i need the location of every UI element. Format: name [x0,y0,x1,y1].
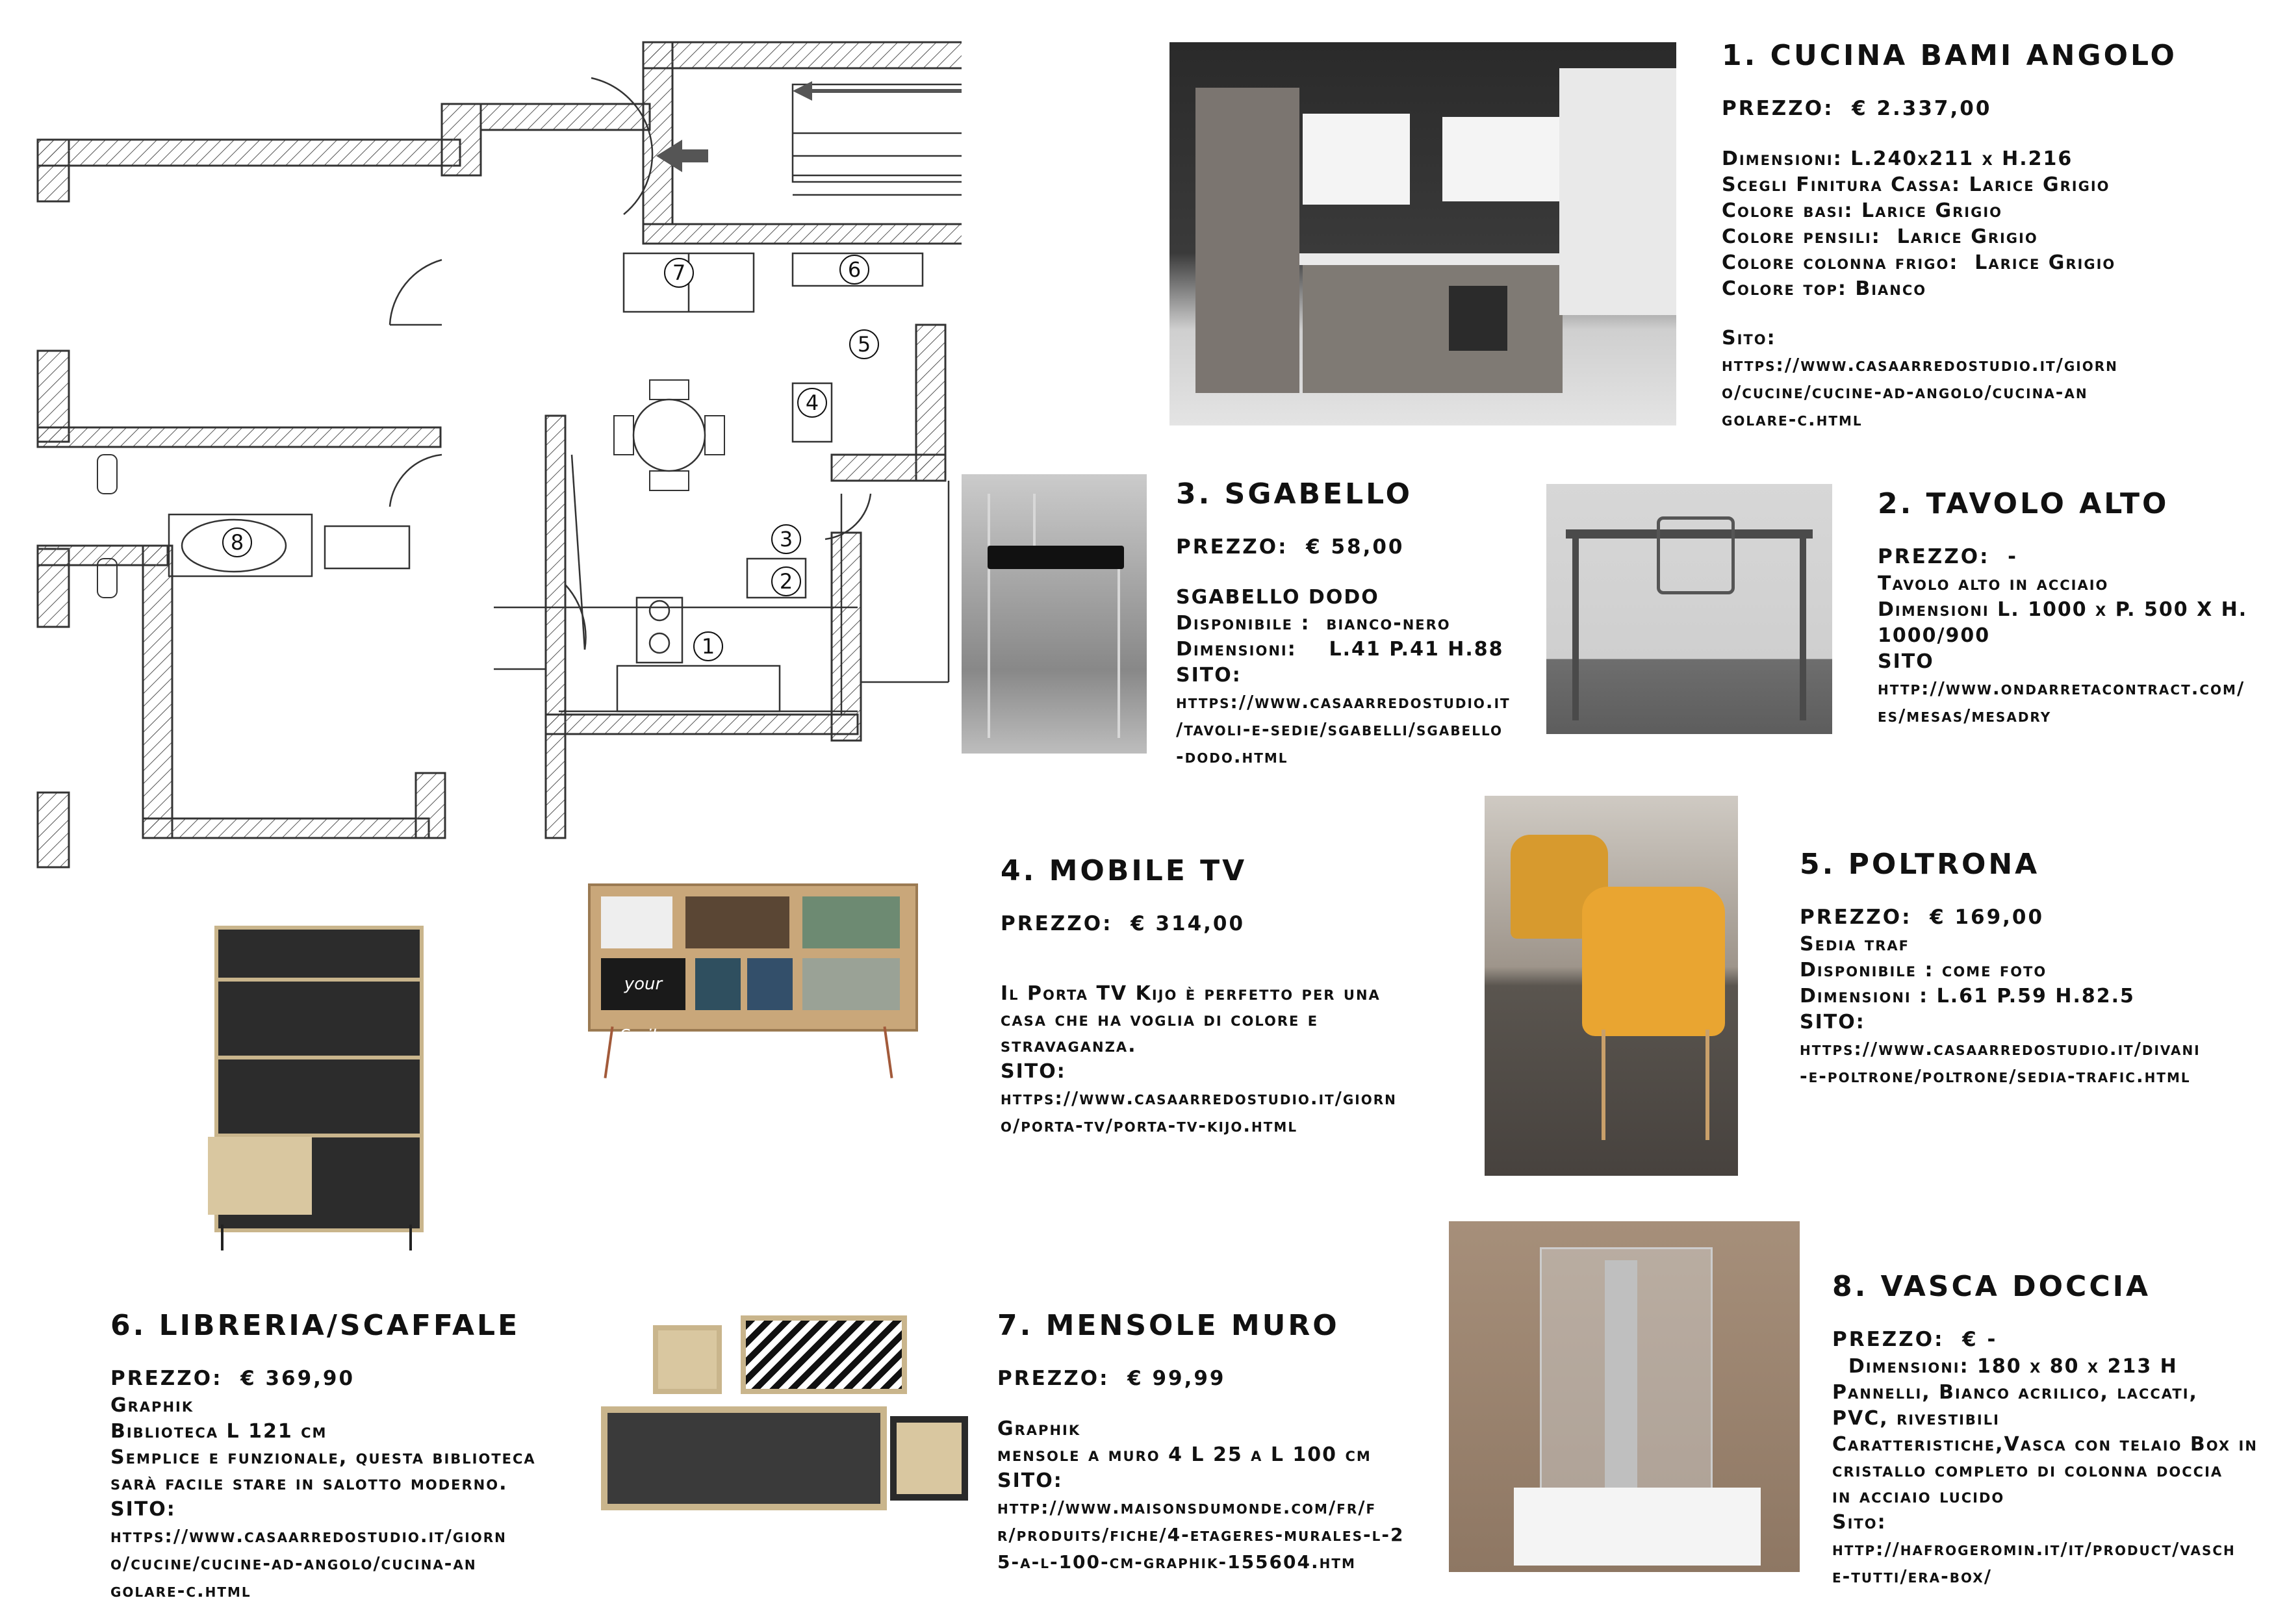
item-3-site-label: SITO: [1176,664,1242,687]
item-7-site-label: SITO: [997,1469,1063,1492]
item-5-detail: Disponibile : come foto [1800,959,2047,982]
item-2-title: 2. TAVOLO ALTO [1878,487,2169,520]
item-7-link[interactable]: http://www.maisonsdumonde.com/fr/f r/produits/fiche/4-etageres-murales-l-2 5-a-l-100-cm-graphik-155604.htm [997,1497,1405,1573]
item-8-detail: Caratteristiche,Vasca con telaio Box in [1832,1433,2258,1456]
item-6-detail: Graphik [110,1394,194,1417]
plan-marker-3 [772,525,800,553]
plan-marker-4 [798,388,826,417]
item-1-price: PREZZO: € 2.337,00 [1722,97,1992,120]
item-8-detail: Pannelli, Bianco acrilico, laccati, [1832,1381,2198,1404]
item-1-detail: Colore colonna frigo: Larice Grigio [1722,251,2116,274]
svg-text:7: 7 [672,260,686,285]
item-5-detail: Sedia traf [1800,933,1910,956]
item-2-detail: Tavolo alto in acciaio [1878,572,2109,595]
item-8-link[interactable]: http://hafrogeromin.it/it/product/vasch e-tutti/era-box/ [1832,1538,2236,1587]
item-1-link[interactable]: https://www.casaarredostudio.it/giorn o/cucine/cucine-ad-angolo/cucina-an golare-c.html [1722,354,2118,430]
item-7-title: 7. MENSOLE MURO [997,1309,1340,1342]
svg-text:6: 6 [847,257,862,282]
item-5-detail: Dimensioni : L.61 P.59 H.82.5 [1800,985,2135,1008]
item-8-site-label: Sito: [1832,1511,1887,1534]
tv-cabinet-photo [562,857,932,1163]
item-1-detail: Scegli Finitura Cassa: Larice Grigio [1722,173,2110,196]
item-2-site-label: SITO [1878,650,1934,673]
item-8-detail: in acciaio lucido [1832,1485,2005,1508]
item-6-detail: Biblioteca L 121 cm [110,1420,327,1443]
item-3-price: PREZZO: € 58,00 [1176,535,1405,559]
svg-text:4: 4 [805,390,819,415]
item-5-price: PREZZO: € 169,00 [1800,906,2045,929]
svg-text:8: 8 [230,530,244,555]
item-7-price: PREZZO: € 99,99 [997,1367,1226,1390]
wall-shelves-photo [591,1306,968,1514]
item-8-detail: Dimensioni: 180 x 80 x 213 H [1832,1355,2178,1378]
tv-cabinet-drawer-label: your Smile [601,958,685,1010]
item-2-info [1878,487,2255,730]
item-1-detail: Colore basi: Larice Grigio [1722,199,2003,222]
high-table-photo [1546,484,1832,734]
item-1-site-label: Sito: [1722,327,1776,349]
item-8-title: 8. VASCA DOCCIA [1832,1270,2151,1303]
plan-marker-2 [772,567,800,596]
item-6-link[interactable]: https://www.casaarredostudio.it/giorn o/cucine/cucine-ad-angolo/cucina-an golare-c.html [110,1525,507,1601]
item-7-detail: Graphik [997,1417,1081,1440]
item-3-info [1176,477,1540,770]
svg-text:3: 3 [779,527,793,552]
armchair-photo [1485,796,1738,1176]
item-6-site-label: SITO: [110,1498,176,1521]
item-4-link[interactable]: https://www.casaarredostudio.it/giorn o/porta-tv/porta-tv-kijo.html [1001,1087,1397,1136]
item-8-detail: cristallo completo di colonna doccia [1832,1459,2223,1482]
svg-text:5: 5 [857,332,871,357]
kitchen-photo [1169,42,1676,425]
item-4-title: 4. MOBILE TV [1001,854,1247,887]
item-4-detail: Il Porta TV Kijo è perfetto per una [1001,982,1381,1005]
item-1-info [1722,39,2242,433]
plan-marker-7 [665,259,693,287]
item-6-detail: Semplice e funzionale, questa biblioteca [110,1446,536,1469]
item-7-detail: mensole a muro 4 L 25 a L 100 cm [997,1443,1372,1466]
floor-plan [26,26,962,935]
item-2-detail: 1000/900 [1878,624,1991,647]
item-3-detail: Disponibile : bianco-nero [1176,612,1451,635]
item-2-link[interactable]: http://www.ondarretacontract.com/ es/mesas/mesadry [1878,678,2245,726]
item-3-detail: Dimensioni: L.41 P.41 H.88 [1176,638,1504,661]
item-5-link[interactable]: https://www.casaarredostudio.it/divani -e-poltrone/poltrone/sedia-trafic.html [1800,1038,2201,1087]
item-4-site-label: SITO: [1001,1060,1066,1083]
item-3-link[interactable]: https://www.casaarredostudio.it /tavoli-e-sedie/sgabelli/sgabello -dodo.html [1176,691,1511,767]
item-6-info [110,1309,565,1605]
item-3-title: 3. SGABELLO [1176,477,1413,511]
item-6-detail: sarà facile stare in salotto moderno. [110,1472,508,1495]
stool-photo [962,474,1147,754]
plan-marker-8 [223,528,251,557]
item-8-price: PREZZO: € - [1832,1328,1998,1351]
plan-marker-5 [850,330,878,359]
item-1-detail: Colore pensili: Larice Grigio [1722,225,2038,248]
item-7-info [997,1309,1452,1576]
item-6-price: PREZZO: € 369,90 [110,1367,355,1390]
item-4-info [1001,854,1455,1139]
item-1-title: 1. CUCINA BAMI ANGOLO [1722,39,2177,72]
item-5-info [1800,848,2255,1090]
item-8-detail: PVC, rivestibili [1832,1407,2000,1430]
item-8-info [1832,1270,2274,1590]
item-1-detail: Dimensioni: L.240x211 x H.216 [1722,147,2073,170]
item-4-detail: casa che ha voglia di colore e [1001,1008,1319,1031]
item-2-detail: Dimensioni L. 1000 x P. 500 X H. [1878,598,2248,621]
item-3-subtitle: SGABELLO DODO [1176,586,1379,609]
bath-shower-photo [1449,1221,1800,1572]
item-5-title: 5. POLTRONA [1800,848,2040,881]
plan-marker-1 [694,632,722,661]
item-1-detail: Colore top: Bianco [1722,277,1927,300]
item-6-title: 6. LIBRERIA/SCAFFALE [110,1309,520,1342]
svg-text:1: 1 [701,634,715,659]
item-4-detail: stravaganza. [1001,1034,1137,1057]
item-2-price: PREZZO: - [1878,545,2018,568]
item-5-site-label: SITO: [1800,1011,1865,1034]
plan-marker-6 [840,255,869,284]
floor-plan-drawing [26,26,962,935]
svg-text:2: 2 [779,569,793,594]
item-4-price: PREZZO: € 314,00 [1001,912,1246,935]
bookcase-photo [195,919,435,1250]
